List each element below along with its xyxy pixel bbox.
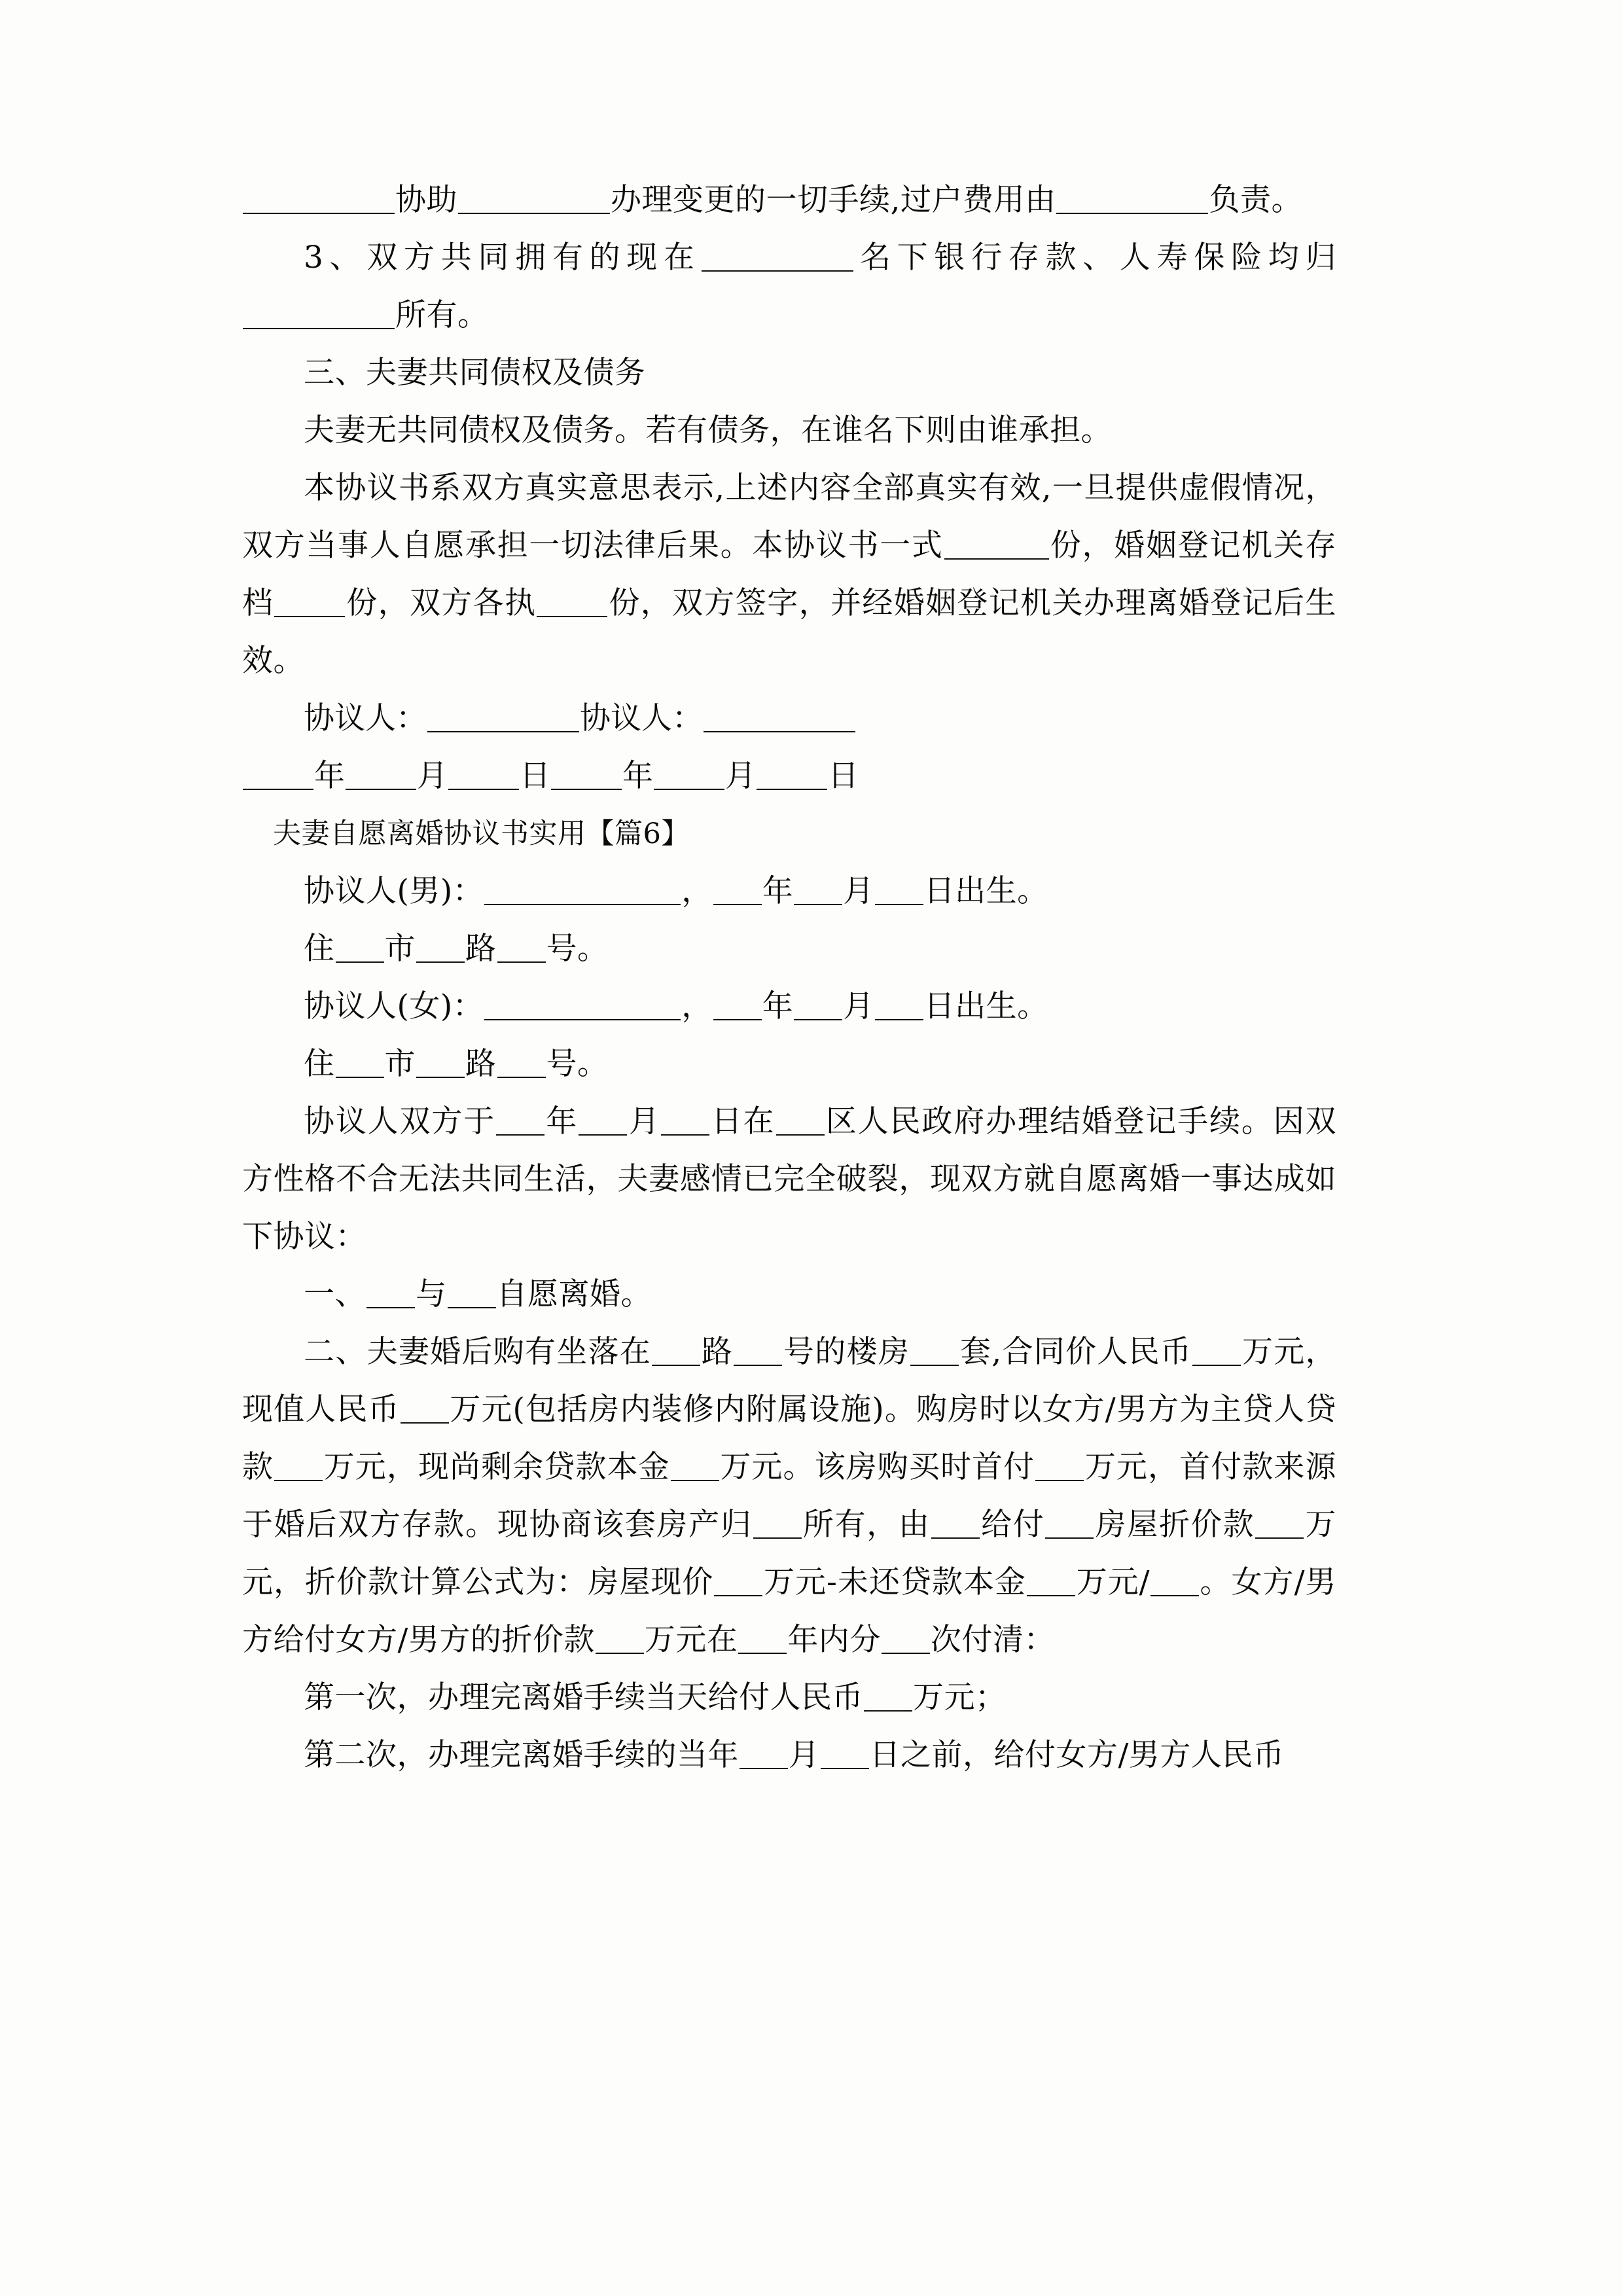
signatory-label-2: 协议人： bbox=[580, 700, 703, 736]
text-fragment: 份，婚姻登记机关存档 bbox=[242, 528, 1337, 621]
fill-blank-marr-year[interactable] bbox=[496, 1108, 544, 1136]
text-fragment: ， bbox=[681, 988, 713, 1024]
text-fragment: 号的楼房 bbox=[783, 1334, 910, 1370]
text-fragment: 月 bbox=[843, 988, 874, 1024]
fill-blank[interactable] bbox=[537, 590, 607, 617]
text-fragment: 年内分 bbox=[787, 1622, 881, 1658]
text-fragment: 协议人双方于 bbox=[304, 1103, 496, 1139]
fill-blank[interactable] bbox=[702, 244, 853, 272]
text-fragment: 次付清： bbox=[930, 1622, 1055, 1658]
text-fragment: 万元，现尚剩余贷款本金 bbox=[323, 1449, 670, 1485]
text-fragment: 万元/ bbox=[1076, 1564, 1150, 1600]
paragraph-male-address bbox=[242, 920, 1336, 978]
section-heading bbox=[242, 805, 1336, 863]
text-fragment: 住 bbox=[304, 1046, 335, 1082]
paragraph-marriage-registration bbox=[242, 1093, 1336, 1266]
signatory-label-1: 协议人： bbox=[304, 700, 427, 736]
date-label-day-1: 日 bbox=[520, 758, 550, 794]
paragraph-agreement-validity bbox=[242, 459, 1336, 690]
text-fragment: 负责。 bbox=[1209, 182, 1302, 218]
date-blank-year-2[interactable] bbox=[551, 762, 622, 790]
text-fragment: 一、 bbox=[304, 1276, 366, 1312]
text-fragment: 办理变更的一切手续,过户费用由 bbox=[611, 182, 1056, 218]
fill-blank-male-month[interactable] bbox=[794, 878, 842, 905]
fill-blank-prop-road[interactable] bbox=[652, 1338, 700, 1366]
text-fragment: 二、夫妻婚后购有坐落在 bbox=[304, 1334, 652, 1370]
text-fragment: 夫妻无共同债权及债务。若有债务，在谁名下则由谁承担。 bbox=[304, 412, 1112, 448]
text-fragment: 给付 bbox=[980, 1507, 1045, 1543]
fill-blank-unpaid-principal[interactable] bbox=[1027, 1569, 1075, 1596]
date-label-year-1: 年 bbox=[314, 758, 345, 794]
fill-blank-second-month[interactable] bbox=[740, 1742, 788, 1769]
fill-blank-down-payment[interactable] bbox=[1035, 1454, 1084, 1481]
fill-blank-loan-amount[interactable] bbox=[274, 1454, 323, 1481]
text-fragment: 本协议书系双方真实意思表示,上述内容全部真实有效,一旦提供虚假情况，双方当事人自愿承担一切法律后果。本协议书一式 bbox=[242, 470, 1336, 564]
text-fragment: 份，双方各执 bbox=[346, 585, 537, 621]
fill-blank-prop-no[interactable] bbox=[734, 1338, 782, 1366]
text-fragment: 住 bbox=[304, 931, 335, 967]
text-fragment: 日之前，给付女方/男方人民币 bbox=[869, 1737, 1285, 1773]
fill-blank-payer[interactable] bbox=[931, 1511, 980, 1539]
paragraph-transfer-fees bbox=[242, 171, 1336, 229]
text-fragment: 万元-未还贷款本金 bbox=[763, 1564, 1027, 1600]
text-fragment: 万元在 bbox=[644, 1622, 738, 1658]
text-fragment: 月 bbox=[789, 1737, 820, 1773]
text-fragment: 第一次，办理完离婚手续当天给付人民币 bbox=[304, 1679, 863, 1715]
text-fragment: 路 bbox=[465, 1046, 497, 1082]
fill-blank-party-2[interactable] bbox=[448, 1281, 496, 1308]
text-fragment: 月 bbox=[628, 1103, 661, 1139]
fill-blank-prop-units[interactable] bbox=[910, 1338, 959, 1366]
document-body bbox=[242, 171, 1336, 1784]
fill-blank[interactable] bbox=[1056, 187, 1208, 214]
text-fragment: 万元。该房购买时首付 bbox=[719, 1449, 1035, 1485]
fill-blank-female-month[interactable] bbox=[794, 993, 842, 1020]
date-label-month-1: 月 bbox=[417, 758, 448, 794]
text-fragment: 三、夫妻共同债权及债务 bbox=[304, 355, 646, 391]
text-fragment: 年 bbox=[762, 873, 794, 909]
text-fragment: 路 bbox=[465, 931, 497, 967]
fill-blank-installments[interactable] bbox=[882, 1626, 930, 1654]
date-blank-day-1[interactable] bbox=[448, 762, 519, 790]
date-label-year-2: 年 bbox=[622, 758, 653, 794]
fill-blank-female-city[interactable] bbox=[336, 1050, 384, 1078]
date-blank-month-1[interactable] bbox=[346, 762, 416, 790]
date-blank-day-2[interactable] bbox=[757, 762, 827, 790]
text-fragment: 3、双方共同拥有的现在 bbox=[304, 240, 701, 276]
fill-blank-male-year[interactable] bbox=[713, 878, 762, 905]
paragraph-party-male bbox=[242, 863, 1336, 920]
fill-blank-female-road[interactable] bbox=[416, 1050, 465, 1078]
fill-blank-female-year[interactable] bbox=[713, 993, 762, 1020]
date-blank-year-1[interactable] bbox=[243, 762, 313, 790]
date-blank-month-2[interactable] bbox=[654, 762, 724, 790]
text-fragment: ， bbox=[681, 873, 713, 909]
fill-blank-female-no[interactable] bbox=[497, 1050, 546, 1078]
fill-blank-marr-month[interactable] bbox=[579, 1108, 627, 1136]
text-fragment: 市 bbox=[384, 931, 416, 967]
text-fragment: 区人民政府办理结婚登记手续。因双方性格不合无法共同生活，夫妻感情已完全破裂，现双方就自愿离婚一事达成如下协议： bbox=[242, 1103, 1337, 1255]
text-fragment: 万元； bbox=[913, 1679, 1007, 1715]
fill-blank-party-1[interactable] bbox=[366, 1281, 415, 1308]
fill-blank-district[interactable] bbox=[776, 1108, 825, 1136]
date-line bbox=[242, 747, 1336, 805]
fill-blank-contract-price[interactable] bbox=[1192, 1338, 1241, 1366]
text-fragment: 号。 bbox=[546, 931, 609, 967]
text-fragment: 协议人(男)： bbox=[304, 873, 484, 909]
text-fragment: 与 bbox=[416, 1276, 447, 1312]
text-fragment: 月 bbox=[843, 873, 874, 909]
text-fragment: 协助 bbox=[395, 182, 457, 218]
paragraph-debt-statement bbox=[242, 402, 1336, 459]
signature-line bbox=[242, 690, 1336, 747]
text-fragment: 日出生。 bbox=[923, 988, 1048, 1024]
fill-blank-male-name[interactable] bbox=[484, 878, 681, 905]
fill-blank-second-day[interactable] bbox=[821, 1742, 869, 1769]
text-fragment: 名下银行存款、人寿保险均归 bbox=[853, 240, 1337, 276]
paragraph-party-female bbox=[242, 978, 1336, 1035]
fill-blank-female-day[interactable] bbox=[875, 993, 923, 1020]
text-fragment: 协议人(女)： bbox=[304, 988, 484, 1024]
fill-blank-discount-amount[interactable] bbox=[1255, 1511, 1304, 1539]
text-fragment: 号。 bbox=[546, 1046, 609, 1082]
date-label-day-2: 日 bbox=[828, 758, 859, 794]
fill-blank-male-road[interactable] bbox=[416, 935, 465, 963]
text-fragment: 万元，折价款计算公式为：房屋现价 bbox=[242, 1507, 1337, 1600]
fill-blank-current-value[interactable] bbox=[401, 1396, 449, 1424]
text-fragment: 万元，现值人民币 bbox=[242, 1334, 1337, 1427]
fill-blank[interactable] bbox=[243, 187, 395, 214]
fill-blank[interactable] bbox=[458, 187, 610, 214]
text-fragment: 市 bbox=[384, 1046, 416, 1082]
text-fragment: 套,合同价人民币 bbox=[959, 1334, 1192, 1370]
fill-blank-divisor[interactable] bbox=[1150, 1569, 1199, 1596]
text-fragment: 路 bbox=[701, 1334, 734, 1370]
fill-blank-male-no[interactable] bbox=[497, 935, 546, 963]
paragraph-section-3-title bbox=[242, 344, 1336, 402]
text-fragment: 所有。 bbox=[395, 297, 489, 333]
fill-blank-male-day[interactable] bbox=[875, 878, 923, 905]
signature-blank-1[interactable] bbox=[427, 705, 579, 732]
text-fragment: 万元，首付款来源于婚后双方存款。现协商该套房产归 bbox=[242, 1449, 1336, 1543]
heading-text: 夫妻自愿离婚协议书实用【篇6】 bbox=[273, 817, 690, 850]
text-fragment: 房屋折价款 bbox=[1094, 1507, 1255, 1543]
text-fragment: 日出生。 bbox=[923, 873, 1048, 909]
fill-blank-owner[interactable] bbox=[753, 1511, 802, 1539]
text-fragment: 万元(包括房内装修内附属设施)。购房时以女方/男方为主贷人贷款 bbox=[242, 1391, 1336, 1485]
fill-blank[interactable] bbox=[243, 302, 395, 329]
fill-blank-male-city[interactable] bbox=[336, 935, 384, 963]
text-fragment: 年 bbox=[545, 1103, 579, 1139]
text-fragment: 第二次，办理完离婚手续的当年 bbox=[304, 1737, 739, 1773]
fill-blank-first-payment[interactable] bbox=[864, 1684, 912, 1712]
text-fragment: 年 bbox=[762, 988, 794, 1024]
fill-blank-payout[interactable] bbox=[596, 1626, 644, 1654]
date-label-month-2: 月 bbox=[725, 758, 756, 794]
fill-blank-loan-principal[interactable] bbox=[671, 1454, 719, 1481]
text-fragment: 。女方/男方给付女方/男方的折价款 bbox=[242, 1564, 1336, 1658]
fill-blank-marr-day[interactable] bbox=[661, 1108, 709, 1136]
paragraph-item-2-property bbox=[242, 1323, 1336, 1669]
paragraph-female-address bbox=[242, 1035, 1336, 1093]
signature-blank-2[interactable] bbox=[704, 705, 855, 732]
paragraph-item-3-bank-deposits bbox=[242, 229, 1336, 344]
text-fragment: 自愿离婚。 bbox=[496, 1276, 652, 1312]
fill-blank-payee[interactable] bbox=[1045, 1511, 1094, 1539]
fill-blank[interactable] bbox=[274, 590, 345, 617]
paragraph-item-1-divorce bbox=[242, 1266, 1336, 1323]
text-fragment: 份，双方签字，并经婚姻登记机关办理离婚登记后生效。 bbox=[242, 585, 1337, 679]
fill-blank-female-name[interactable] bbox=[484, 993, 681, 1020]
fill-blank-years[interactable] bbox=[738, 1626, 787, 1654]
text-fragment: 所有，由 bbox=[802, 1507, 931, 1543]
paragraph-payment-second bbox=[242, 1727, 1336, 1784]
fill-blank[interactable] bbox=[944, 532, 1049, 560]
fill-blank-house-price-now[interactable] bbox=[714, 1569, 762, 1596]
paragraph-payment-first bbox=[242, 1669, 1336, 1727]
text-fragment: 日在 bbox=[710, 1103, 776, 1139]
